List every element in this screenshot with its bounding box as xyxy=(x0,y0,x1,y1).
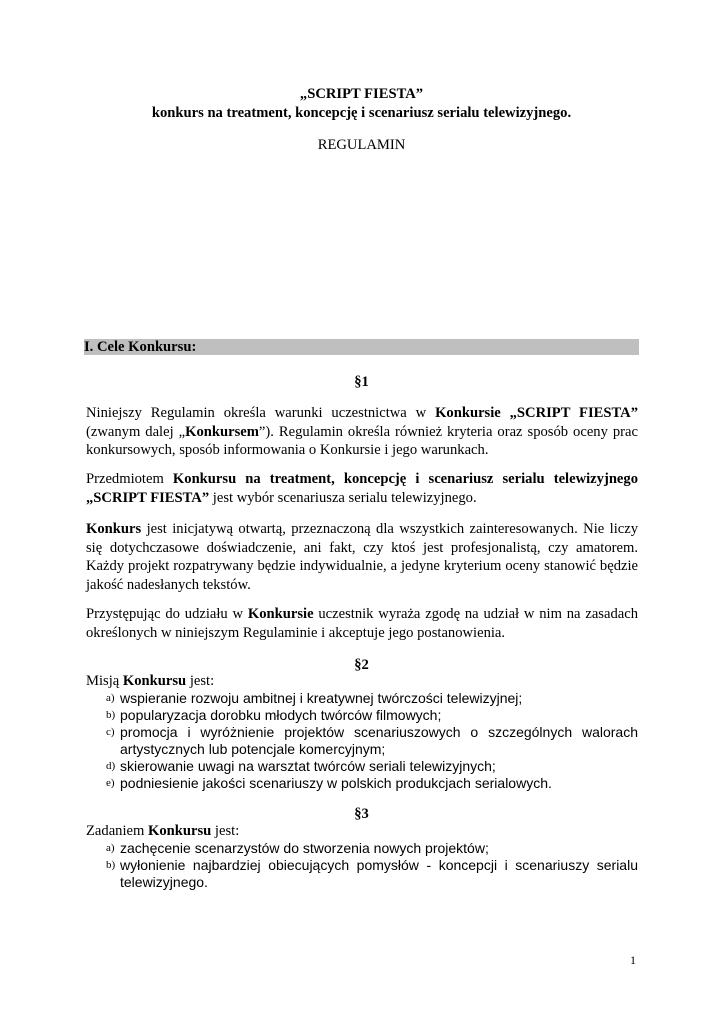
mission-list xyxy=(86,690,638,792)
paragraph-line: „SCRIPT FIESTA” jest wybór scenariusza serialu telewizyjnego. xyxy=(86,489,477,506)
list-item: e) podniesienie jakości scenariuszy w polskich produkcjach serialowych. xyxy=(106,775,552,791)
paragraph-line: Konkurs jest inicjatywą otwartą, przeznaczoną dla wszystkich zainteresowanych. Nie liczy xyxy=(86,521,638,537)
list-item: a) wspieranie rozwoju ambitnej i kreatywnej twórczości telewizyjnej; xyxy=(106,690,523,706)
document-type: REGULAMIN xyxy=(317,137,406,153)
paragraph-line: się dotychczasowe doświadczenie, ani fakt, czy ktoś jest profesjonalistą, czy amatorem. xyxy=(86,539,638,556)
paragraph-line: (zwanym dalej „Konkursem”). Regulamin określa również kryteria oraz sposób oceny prac xyxy=(86,423,638,440)
section-heading: I. Cele Konkursu: xyxy=(84,339,639,355)
paragraph-line: Niniejszy Regulamin określa warunki uczestnictwa w Konkursie „SCRIPT FIESTA” xyxy=(86,405,638,421)
document-subtitle: konkurs na treatment, koncepcję i scenariusz serialu telewizyjnego. xyxy=(151,105,572,121)
paragraph-4 xyxy=(86,605,638,642)
task-label: Zadaniem Konkursu jest: xyxy=(86,823,240,839)
list-item: d) skierowanie uwagi na warsztat twórców seriali telewizyjnych; xyxy=(106,758,496,774)
paragraph-line: Przystępując do udziału w Konkursie uczestnik wyraża zgodę na udział w nim na zasadach xyxy=(86,606,638,622)
list-item: c) promocja i wyróżnienie projektów scenariuszowych o szczególnych walorach artystycznych lub potencjale komercyjnym; xyxy=(106,724,638,757)
paragraph-mark-3: §3 xyxy=(354,806,369,822)
paragraph-line: jakość nadesłanych tekstów. xyxy=(86,576,251,593)
mission-label: Misją Konkursu jest: xyxy=(86,673,215,689)
paragraph-line: konkursowych, sposób informowania o Konkursie i jego warunkach. xyxy=(86,442,489,458)
paragraph-1 xyxy=(86,404,638,460)
paragraph-line: określonych w niniejszym Regulaminie i akceptuje jego postanowienia. xyxy=(86,624,506,641)
list-item: b) popularyzacja dorobku młodych twórców filmowych; xyxy=(106,707,442,723)
document-title: „SCRIPT FIESTA” xyxy=(299,86,424,102)
task-list xyxy=(86,840,638,891)
paragraph-line: Każdy projekt rozpatrywany będzie indywidualnie, a jedyne kryterium oceny stanowić będzie xyxy=(86,558,638,574)
paragraph-mark-2: §2 xyxy=(354,657,369,673)
page-number: 1 xyxy=(630,953,636,967)
list-item: b) wyłonienie najbardziej obiecujących pomysłów - koncepcji i scenariuszy serialu telewizyjnego. xyxy=(106,857,638,890)
paragraph-mark-1: §1 xyxy=(354,374,369,390)
paragraph-line: Przedmiotem Konkursu na treatment, koncepcję i scenariusz serialu telewizyjnego xyxy=(86,471,639,487)
paragraph-2 xyxy=(86,470,638,507)
list-item: a) zachęcenie scenarzystów do stworzenia nowych projektów; xyxy=(106,840,489,856)
paragraph-3 xyxy=(86,520,638,594)
